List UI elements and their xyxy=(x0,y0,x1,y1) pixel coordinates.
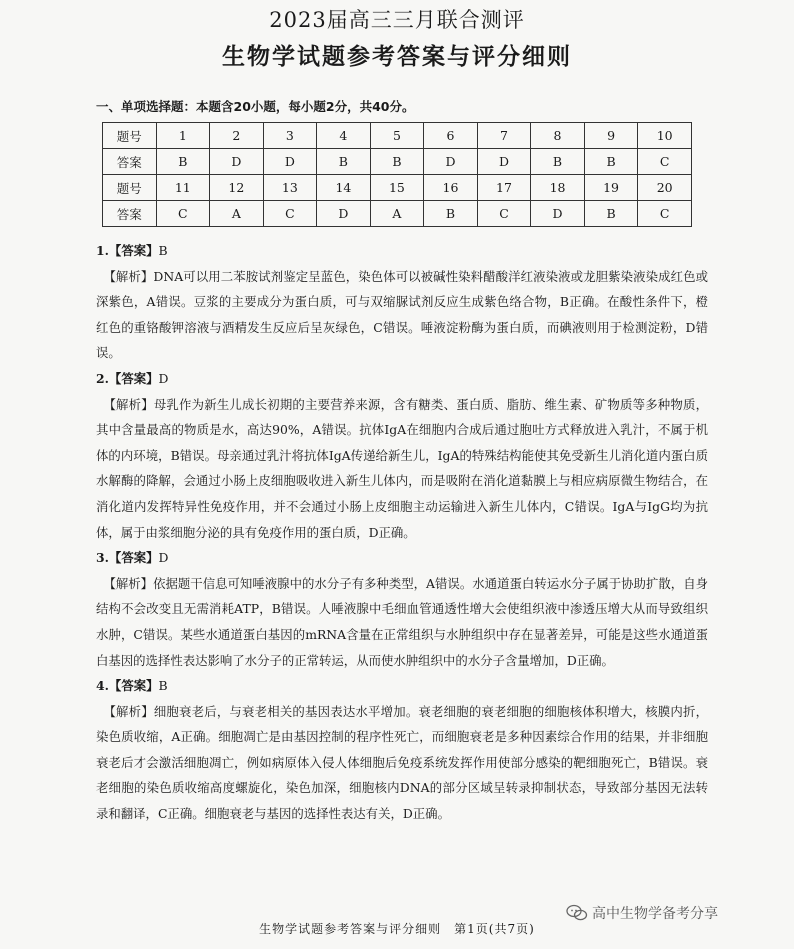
table-cell: D xyxy=(317,201,371,227)
table-cell: 9 xyxy=(584,123,638,149)
table-cell: B xyxy=(317,149,371,175)
table-cell: 5 xyxy=(370,123,424,149)
question-block xyxy=(96,673,708,827)
answer-table-row xyxy=(103,201,692,227)
table-cell: A xyxy=(210,201,264,227)
question-block xyxy=(96,545,708,673)
table-cell: 10 xyxy=(638,123,692,149)
answer-value: B xyxy=(158,243,168,258)
table-cell: B xyxy=(584,201,638,227)
table-cell: 8 xyxy=(531,123,585,149)
table-row-header: 答案 xyxy=(103,149,157,175)
table-row-header: 题号 xyxy=(103,123,157,149)
answer-value: D xyxy=(158,370,169,386)
table-cell: 19 xyxy=(584,175,638,201)
table-cell: 4 xyxy=(317,123,371,149)
table-cell: 20 xyxy=(638,175,692,201)
question-label: 3.【答案】 xyxy=(96,550,159,566)
table-cell: 14 xyxy=(317,175,371,201)
table-row-header: 题号 xyxy=(103,175,157,201)
table-cell: 7 xyxy=(477,123,531,149)
table-cell: 13 xyxy=(263,175,317,201)
table-cell: C xyxy=(638,149,692,175)
table-cell: D xyxy=(531,201,585,227)
answer-table xyxy=(102,122,692,227)
table-row-header: 答案 xyxy=(103,201,157,227)
table-cell: D xyxy=(263,149,317,175)
table-cell: 1 xyxy=(156,123,210,149)
answer-value: D xyxy=(158,550,169,566)
table-cell: 6 xyxy=(424,123,478,149)
table-cell: 2 xyxy=(210,123,264,149)
exam-series-title: 2023届高三三月联合测评 xyxy=(269,8,525,32)
table-cell: 17 xyxy=(477,175,531,201)
watermark-text: 高中生物学备考分享 xyxy=(592,906,718,922)
answer-table-row xyxy=(103,175,692,201)
question-answer-line xyxy=(96,673,708,699)
table-cell: A xyxy=(370,201,424,227)
table-cell: 12 xyxy=(210,175,264,201)
table-cell: D xyxy=(424,149,478,175)
table-cell: B xyxy=(156,149,210,175)
question-block xyxy=(96,238,708,366)
table-cell: 3 xyxy=(263,123,317,149)
table-cell: B xyxy=(584,149,638,175)
table-cell: 18 xyxy=(531,175,585,201)
answer-table-row xyxy=(103,149,692,175)
question-analysis: 【解析】母乳作为新生儿成长初期的主要营养来源，含有糖类、蛋白质、脂肪、维生素、矿物质等多种物质，其中含量最高的物质是水，高达90%，A错误。抗体IgA在细胞内合成后通过胞吐方式释放进入乳汁，不属于机体的内环境，B错误。母亲通过乳汁将抗体IgA传递给新生儿，IgA的特殊结构能使其免受新生儿消化道内蛋白质水解酶的降解，会通过小肠上皮细胞吸收进入新生儿体内，而是吸附在消化道黏膜上与相应病原微生物结合，在消化道内发挥特异性免疫作用，并不会通过小肠上皮细胞主动运输进入新生儿体内，C错误。IgA与IgG均为抗体，属于由浆细胞分泌的具有免疫作用的蛋白质，D正确。 xyxy=(96,396,708,540)
table-cell: B xyxy=(370,149,424,175)
table-cell: C xyxy=(638,201,692,227)
table-cell: B xyxy=(531,149,585,175)
table-cell: 15 xyxy=(370,175,424,201)
table-cell: C xyxy=(156,201,210,227)
answer-value: B xyxy=(158,678,168,694)
question-analysis: 【解析】细胞衰老后，与衰老相关的基因表达水平增加。衰老细胞的衰老细胞的细胞核体积增大，核膜内折，染色质收缩，A正确。细胞凋亡是由基因控制的程序性死亡，而细胞衰老是多种因素综合作用的结果，并非细胞衰老后才会激活细胞凋亡，例如病原体入侵人体细胞后免疫系统发挥作用使部分感染的靶细胞死亡，B错误。衰老细胞的染色质收缩高度螺旋化，染色加深，细胞核内DNA的部分区域呈转录抑制状态，导致部分基因无法转录和翻译，C正确。细胞衰老与基因的选择性表达有关，D正确。 xyxy=(96,703,708,822)
question-analysis: 【解析】DNA可以用二苯胺试剂鉴定呈蓝色，染色体可以被碱性染料醋酸洋红液染液或龙胆紫染液染成红色或深紫色，A错误。豆浆的主要成分为蛋白质，可与双缩脲试剂反应生成紫色络合物，B正确。在酸性条件下，橙红色的重铬酸钾溶液与酒精发生反应后呈灰绿色，C错误。唾液淀粉酶为蛋白质，而碘液则用于检测淀粉，D错误。 xyxy=(96,268,708,361)
question-block xyxy=(96,366,708,545)
section-heading: 一、单项选择题：本题含20小题，每小题2分，共40分。 xyxy=(96,99,415,114)
question-analysis: 【解析】依据题干信息可知唾液腺中的水分子有多种类型，A错误。水通道蛋白转运水分子属于协助扩散，自身结构不会改变且无需消耗ATP，B错误。人唾液腺中毛细血管通透性增大会使组织液中渗透压增大从而导致组织水肿，C错误。某些水通道蛋白基因的mRNA含量在正常组织与水肿组织中存在显著差异，可能是这些水通道蛋白基因的选择性表达影响了水分子的正常转运，从而使水肿组织中的水分子含量增加，D正确。 xyxy=(96,575,708,668)
question-label: 2.【答案】 xyxy=(96,370,159,386)
table-cell: C xyxy=(263,201,317,227)
table-cell: C xyxy=(477,201,531,227)
question-answer-line xyxy=(96,238,708,264)
question-label: 4.【答案】 xyxy=(96,678,159,694)
answer-explanations xyxy=(96,238,708,827)
table-cell: 16 xyxy=(424,175,478,201)
page-footer: 生物学试题参考答案与评分细则 第1页(共7页) xyxy=(259,922,535,936)
document-title: 生物学试题参考答案与评分细则 xyxy=(222,44,572,70)
answer-table-row xyxy=(103,123,692,149)
table-cell: B xyxy=(424,201,478,227)
table-cell: D xyxy=(210,149,264,175)
table-cell: 11 xyxy=(156,175,210,201)
table-cell: D xyxy=(477,149,531,175)
question-answer-line xyxy=(96,366,708,392)
question-answer-line xyxy=(96,545,708,571)
question-label: 1.【答案】 xyxy=(96,243,159,258)
